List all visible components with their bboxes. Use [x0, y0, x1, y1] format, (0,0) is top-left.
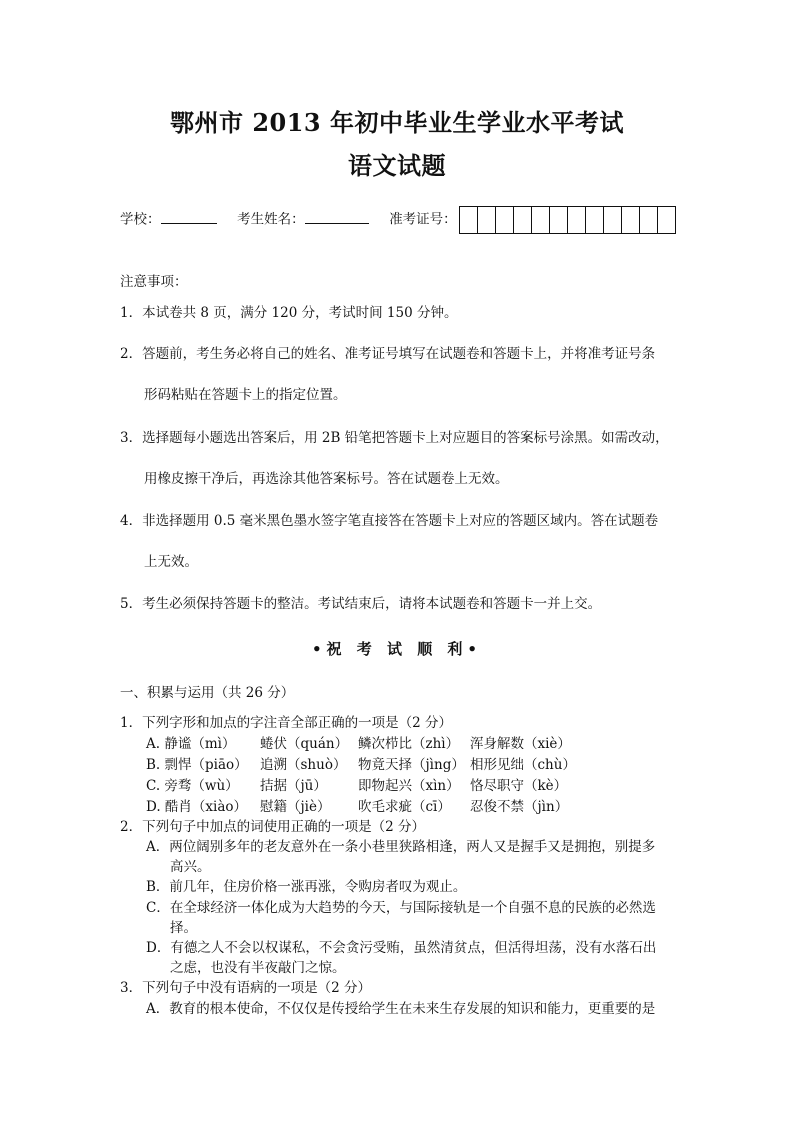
school-label: 学校： [120, 211, 161, 228]
question-2-stem: 2．下列句子中加点的词使用正确的一项是（2 分） [120, 819, 425, 835]
notice-item: 用橡皮擦干净后，再选涂其他答案标号。答在试题卷上无效。 [144, 471, 509, 487]
id-number-boxes[interactable] [459, 206, 676, 234]
school-field[interactable] [161, 209, 217, 224]
notice-item: 5．考生必须保持答题卡的整洁。考试结束后，请将本试题卷和答题卡一并上交。 [120, 596, 602, 612]
question-2-option-d-cont: 之虑，也没有半夜敲门之惊。 [170, 960, 346, 976]
good-luck-banner: •祝 考 试 顺 利• [311, 640, 483, 658]
question-2-option-c: C．在全球经济一体化成为大趋势的今天，与国际接轨是一个自强不息的民族的必然选 [146, 900, 656, 916]
notice-item: 上无效。 [144, 554, 198, 570]
id-label: 准考证号： [389, 211, 457, 228]
question-2-option-a: A．两位阔别多年的老友意外在一条小巷里狭路相逢，两人又是握手又是拥抱，别提多 [146, 839, 656, 855]
question-1-stem: 1．下列字形和加点的字注音全部正确的一项是（2 分） [120, 715, 452, 731]
exam-title: 鄂州市 2013 年初中毕业生学业水平考试 [169, 108, 624, 137]
question-3-stem: 3．下列句子中没有语病的一项是（2 分） [120, 980, 371, 996]
section-heading: 一、积累与运用（共 26 分） [120, 685, 295, 701]
question-3-option-a: A．教育的根本使命，不仅仅是传授给学生在未来生存发展的知识和能力，更重要的是 [146, 1001, 656, 1017]
notice-item: 1．本试卷共 8 页，满分 120 分，考试时间 150 分钟。 [120, 305, 458, 321]
name-field[interactable] [305, 209, 369, 224]
notice-item: 3．选择题每小题选出答案后，用 2B 铅笔把答题卡上对应题目的答案标号涂黑。如需改动， [120, 430, 669, 446]
question-2-option-b: B．前几年，住房价格一涨再涨，令购房者叹为观止。 [146, 879, 467, 895]
question-2-option-a-cont: 高兴。 [170, 859, 211, 875]
question-2-option-d: D．有德之人不会以权谋私，不会贪污受贿，虽然清贫点，但活得坦荡，没有水落石出 [146, 940, 657, 956]
notice-heading: 注意事项： [120, 274, 188, 290]
question-2-option-c-cont: 择。 [170, 920, 197, 936]
exam-page: 鄂州市 2013 年初中毕业生学业水平考试 语文试题 学校： 考生姓名： 准考证号： 注意事项： 1．本试卷共 8 页，满分 120 分，考试时间 150 分钟。 2．答题前，考生务必将自己的姓名、准考证号填写在试题卷和答题卡上，并将准考证号条 形码粘贴在答题卡上的指定位置。 3．选择题每小题选出答案后，用 2B 铅笔把答题卡上对应题目的答案标号涂黑。如需改动， 用橡皮擦干净后，再选涂其他答案标号。答在试题卷上无效。 4．非选择题用 0.5 毫米黑色墨水签字笔直接答在答题卡上对应的答题区域内。答在试题卷 上无效。 5．考生必须保持答题卡的整洁。考试结束后，请将本试题卷和答题卡一并上交。 •祝 考 试 顺 利• 一、积累与运用（共 26 分） 1．下列字形和加点的字注音全部正确的一项是（2 分） A. 静谧（mì） 蜷伏（quán） 鳞次栉比（zhì） 浑身解数（xiè） B. 剽悍（piāo） 追溯（shuò） 物竟天择（jìng） 相形见绌（chù） C. 旁骛（wù） 拮据（jū） 即物起兴（xìn） 恪尽职守（kè） D. 酷肖（xiào） 慰籍（jiè） 吹毛求疵（cī） 忍俊不禁（jìn） 2．下列句子中加点的词使用正确的一项是（2 分） A．两位阔别多年的老友意外在一条小巷里狭路相逢，两人又是握手又是拥抱，别提多 高兴。 B．前几年，住房价格一涨再涨，令购房者叹为观止。 C．在全球经济一体化成为大趋势的今天，与国际接轨是一个自强不息的民族的必然选 择。 D．有德之人不会以权谋私，不会贪污受贿，虽然清贫点，但活得坦荡，没有水落石出 之虑，也没有半夜敲门之惊。 3．下列句子中没有语病的一项是（2 分） A．教育的根本使命，不仅仅是传授给学生在未来生存发展的知识和能力，更重要的是 [0, 0, 794, 1123]
notice-item: 形码粘贴在答题卡上的指定位置。 [144, 387, 347, 403]
name-label: 考生姓名： [237, 211, 305, 228]
notice-item: 4．非选择题用 0.5 毫米黑色墨水签字笔直接答在答题卡上对应的答题区域内。答在试题卷 [120, 513, 659, 529]
candidate-info-row [120, 206, 676, 234]
notice-item: 2．答题前，考生务必将自己的姓名、准考证号填写在试题卷和答题卡上，并将准考证号条 [120, 346, 656, 362]
exam-subtitle: 语文试题 [348, 151, 446, 180]
